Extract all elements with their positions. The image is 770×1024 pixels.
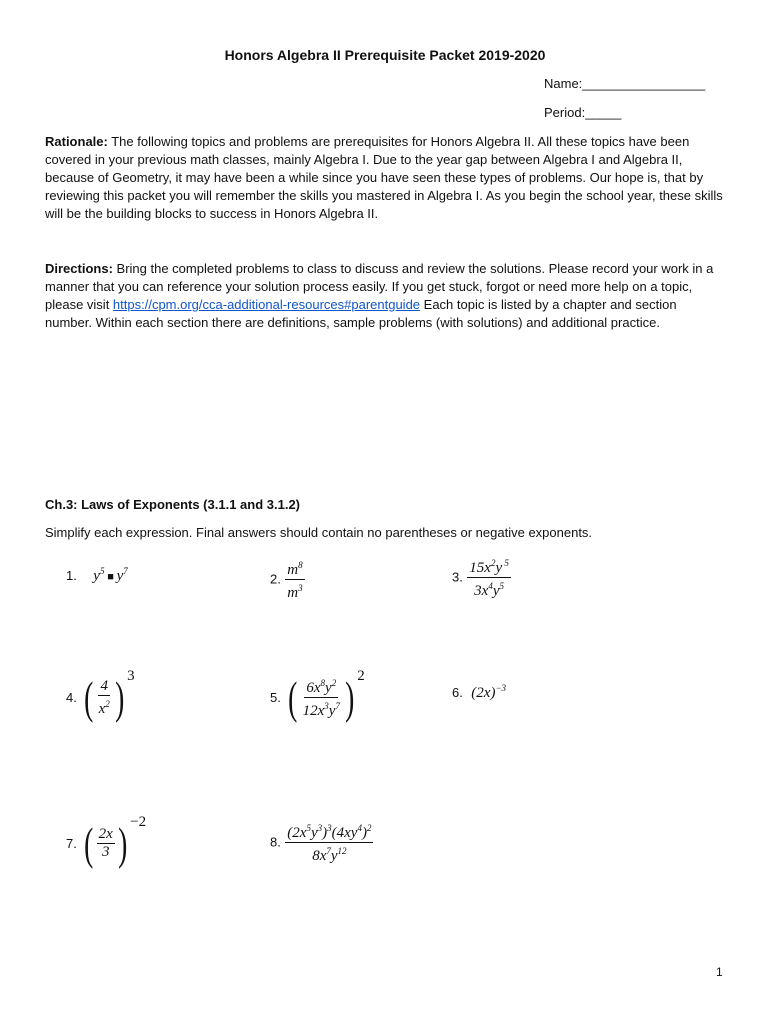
math-expression: $\frac{2x}{3}$ [98,826,113,861]
problem-5: 5. ( $\frac{6x^8y^2}{12x^3y^7}$ ) $^2$ [270,668,365,723]
rationale-label: Rationale: [45,134,108,149]
problem-3 [452,555,511,600]
math-expression: $y^5$ [93,566,105,584]
math-expression: $\frac{15x^2y ^5}{3x^4y^5}$ [467,555,511,600]
directions-text-after: Each topic is listed by a chapter and section number. Within each section there are definitions, sample problems (with solutions) and additional practice. [45,297,677,330]
problem-7: 7. ( $\frac{2x}{3}$ ) $^{-2}$ [66,814,147,869]
math-expression: $(2x)^{-3}$ [471,683,507,701]
instructions: Simplify each expression. Final answers should contain no parentheses or negative exponents. [45,525,593,540]
problem-6 [452,683,506,702]
math-expression: $\frac{6x^8y^2}{12x^3y^7}$ [301,675,342,720]
page-number: 1 [716,965,723,979]
name-line: Name:_________________ [544,76,706,91]
section-title: Ch.3: Laws of Exponents (3.1.1 and 3.1.2) [45,497,301,512]
problem-number: 5. [270,690,281,705]
directions-text-before: Bring the completed problems to class to discuss and review the solutions. Please record your work in a manner that you can reference your solution process easily. If you get stuck, forgot or need more help on a topic, please visit [45,261,714,312]
problem-number: 1. [66,568,77,583]
problem-8 [270,820,373,865]
math-expression: $\frac{m^8}{m^3}$ [285,557,304,602]
parent-guide-link[interactable]: https://cpm.org/cca-additional-resources#parentguide [112,297,421,312]
rationale-paragraph [45,133,725,223]
page-title: Honors Algebra II Prerequisite Packet 2019-2020 [224,47,546,63]
problem-1: 1. $y^5$ ■ $y^7$ [66,566,128,584]
problem-4: 4. ( $\frac{4}{x^2}$ ) $^3$ [66,668,135,723]
problem-number: 3. [452,569,463,585]
problem-number: 7. [66,836,77,851]
directions-paragraph [45,260,725,332]
problem-number: 8. [270,834,281,850]
period-line: Period:_____ [544,105,622,120]
math-expression: $\frac{(2x^5y^3)^3(4xy^4)^2}{8x^7y^{12}}$ [285,820,373,865]
problem-number: 4. [66,690,77,705]
problem-number: 2. [270,571,281,587]
math-expression: $\frac{4}{x^2}$ [98,677,110,717]
problem-number: 6. [452,685,463,700]
problem-2 [270,557,305,602]
rationale-text: The following topics and problems are prerequisites for Honors Algebra II. All these topics have been covered in your previous math classes, mainly Algebra I. Due to the year gap between Algebra I and Algebra II, because of Geometry, it may have been a while since you have seen these types of problems. Our hope is, that by reviewing this packet you will remember the skills you mastered in Algebra I. As you begin the school year, these skills will be the building blocks to success in Honors Algebra II. [45,134,723,221]
directions-label: Directions: [45,261,113,276]
